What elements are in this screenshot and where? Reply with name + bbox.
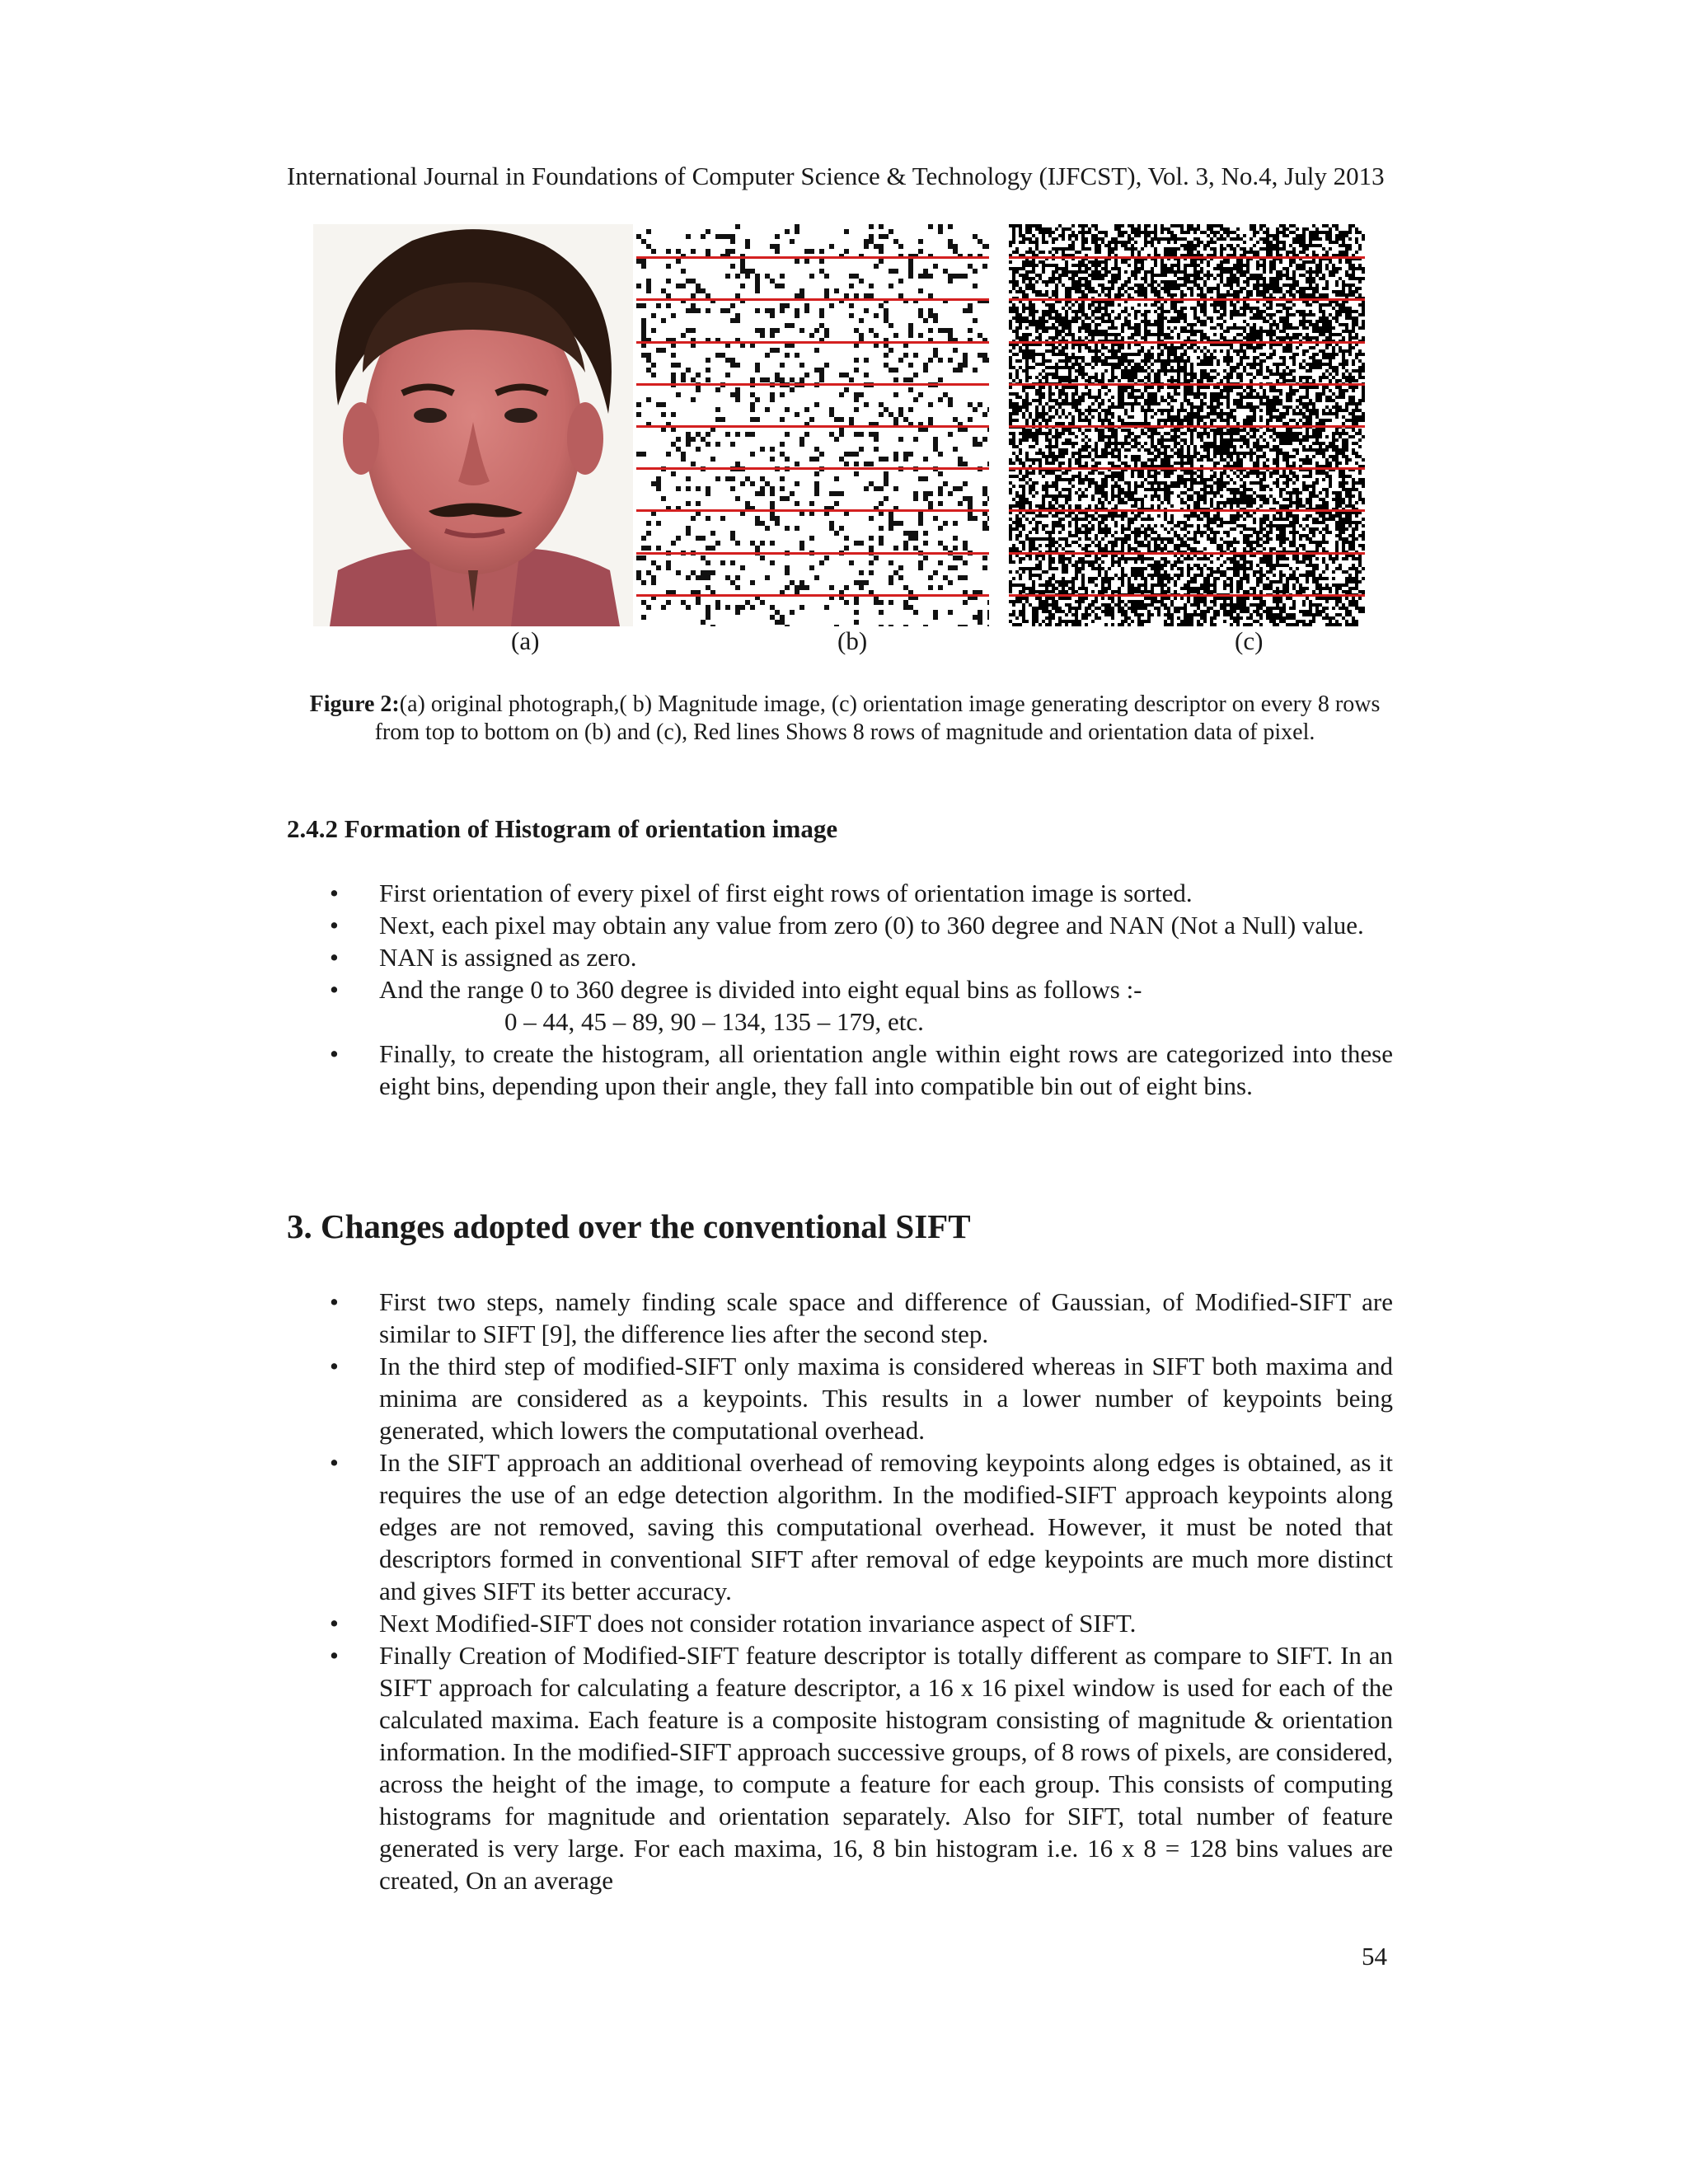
caption-text: (a) original photograph,( b) Magnitude image, (c) orientation image generating descriptor on every 8 rows from top to bottom on (b) and (c), Red lines Shows 8 rows of magnitude and orientation data of pixel. [374,691,1381,745]
row-divider-line [1009,341,1365,344]
row-divider-line [1009,509,1365,512]
list-item: • Finally, to create the histogram, all orientation angle within eight rows are categorized into these eight bins, depending upon their angle, they fall into compatible bin out of eight bins. [330,1039,1393,1100]
list-item: • In the third step of modified-SIFT only maxima is considered whereas in SIFT both maxima and minima are considered as a keypoints. This results in a lower number of keypoints being generated, which lowers the computational overhead. [330,1352,1393,1445]
row-divider-line [1009,467,1365,470]
row-divider-line [636,552,989,555]
bullet-icon: • [330,943,339,972]
list-item: • First two steps, namely finding scale space and difference of Gaussian, of Modified-SIFT are similar to SIFT [9], the difference lies after the second step. [330,1287,1393,1348]
list-item: • Next Modified-SIFT does not consider rotation invariance aspect of SIFT. [330,1609,1137,1638]
bullet-icon: • [330,1641,339,1670]
row-divider-line [1009,383,1365,386]
row-divider-line [1009,298,1365,301]
sublabel-a: (a) [511,626,540,655]
bullet-icon: • [330,1609,339,1638]
row-divider-line [636,467,989,470]
bullet-icon: • [330,1287,339,1316]
section-heading-3: 3. Changes adopted over the conventional SIFT [287,1207,971,1245]
row-divider-line [636,425,989,428]
row-divider-line [636,341,989,344]
row-divider-line [636,509,989,512]
row-divider-line [636,594,989,597]
row-divider-line [1009,552,1365,555]
list-item: • First orientation of every pixel of first eight rows of orientation image is sorted. [330,879,1193,907]
bullet-icon: • [330,1352,339,1380]
row-divider-line [1009,425,1365,428]
orientation-image [1009,224,1365,626]
row-divider-line [636,256,989,259]
list-item: • NAN is assigned as zero. [330,943,637,972]
magnitude-image [636,224,989,626]
list-item: • Finally Creation of Modified-SIFT feature descriptor is totally different as compare to SIFT. In an SIFT approach for calculating a feature descriptor, a 16 x 16 pixel window is used for each of the calculated maxima. Each feature is a composite histogram consisting of magnitude & orientation information. In the modified-SIFT approach successive groups, of 8 rows of pixels, are considered, across the height of the image, to compute a feature for each group. This consists of computing histograms for magnitude and orientation separately. Also for SIFT, total number of feature generated is very large. For each maxima, 16, 8 bin histogram i.e. 16 x 8 = 128 bins values are created, On an average [330,1641,1393,1895]
original-photograph [313,224,633,626]
bullet-icon: • [330,879,339,907]
sublabel-c: (c) [1235,626,1264,655]
sublabel-b: (b) [837,626,868,655]
row-divider-line [1009,256,1365,259]
bullet-icon: • [330,1039,339,1068]
figure-2 [313,224,1368,626]
bullet-icon: • [330,1448,339,1477]
bullet-icon: • [330,975,339,1004]
caption-label: Figure 2: [309,691,400,717]
orientation-histogram-steps [287,877,1393,1102]
bin-ranges: 0 – 44, 45 – 89, 90 – 134, 135 – 179, etc. [504,1007,924,1036]
row-divider-line [636,298,989,301]
figure-caption [305,691,1385,747]
row-divider-line [636,383,989,386]
row-divider-line [1009,594,1365,597]
list-item: • Next, each pixel may obtain any value from zero (0) to 360 degree and NAN (Not a Null) value. [330,911,1364,940]
list-item: • In the SIFT approach an additional overhead of removing keypoints along edges is obtained, as it requires the use of an edge detection algorithm. In the modified-SIFT approach keypoints along edges are not removed, saving this computational overhead. However, it must be noted that descriptors formed in conventional SIFT after removal of edge keypoints are much more distinct and gives SIFT its better accuracy. [330,1448,1393,1605]
page-number: 54 [1362,1942,1387,1971]
list-item: • And the range 0 to 360 degree is divided into eight equal bins as follows :- 0 – 44, 45 – 89, 90 – 134, 135 – 179, etc. [287,973,1393,1038]
running-header: International Journal in Foundations of Computer Science & Technology (IJFCST), Vol. 3, No.4, July 2013 [287,162,1385,190]
sift-changes-list [287,1286,1393,1896]
section-heading-2-4-2: 2.4.2 Formation of Histogram of orientation image [287,814,838,843]
bullet-icon: • [330,911,339,940]
